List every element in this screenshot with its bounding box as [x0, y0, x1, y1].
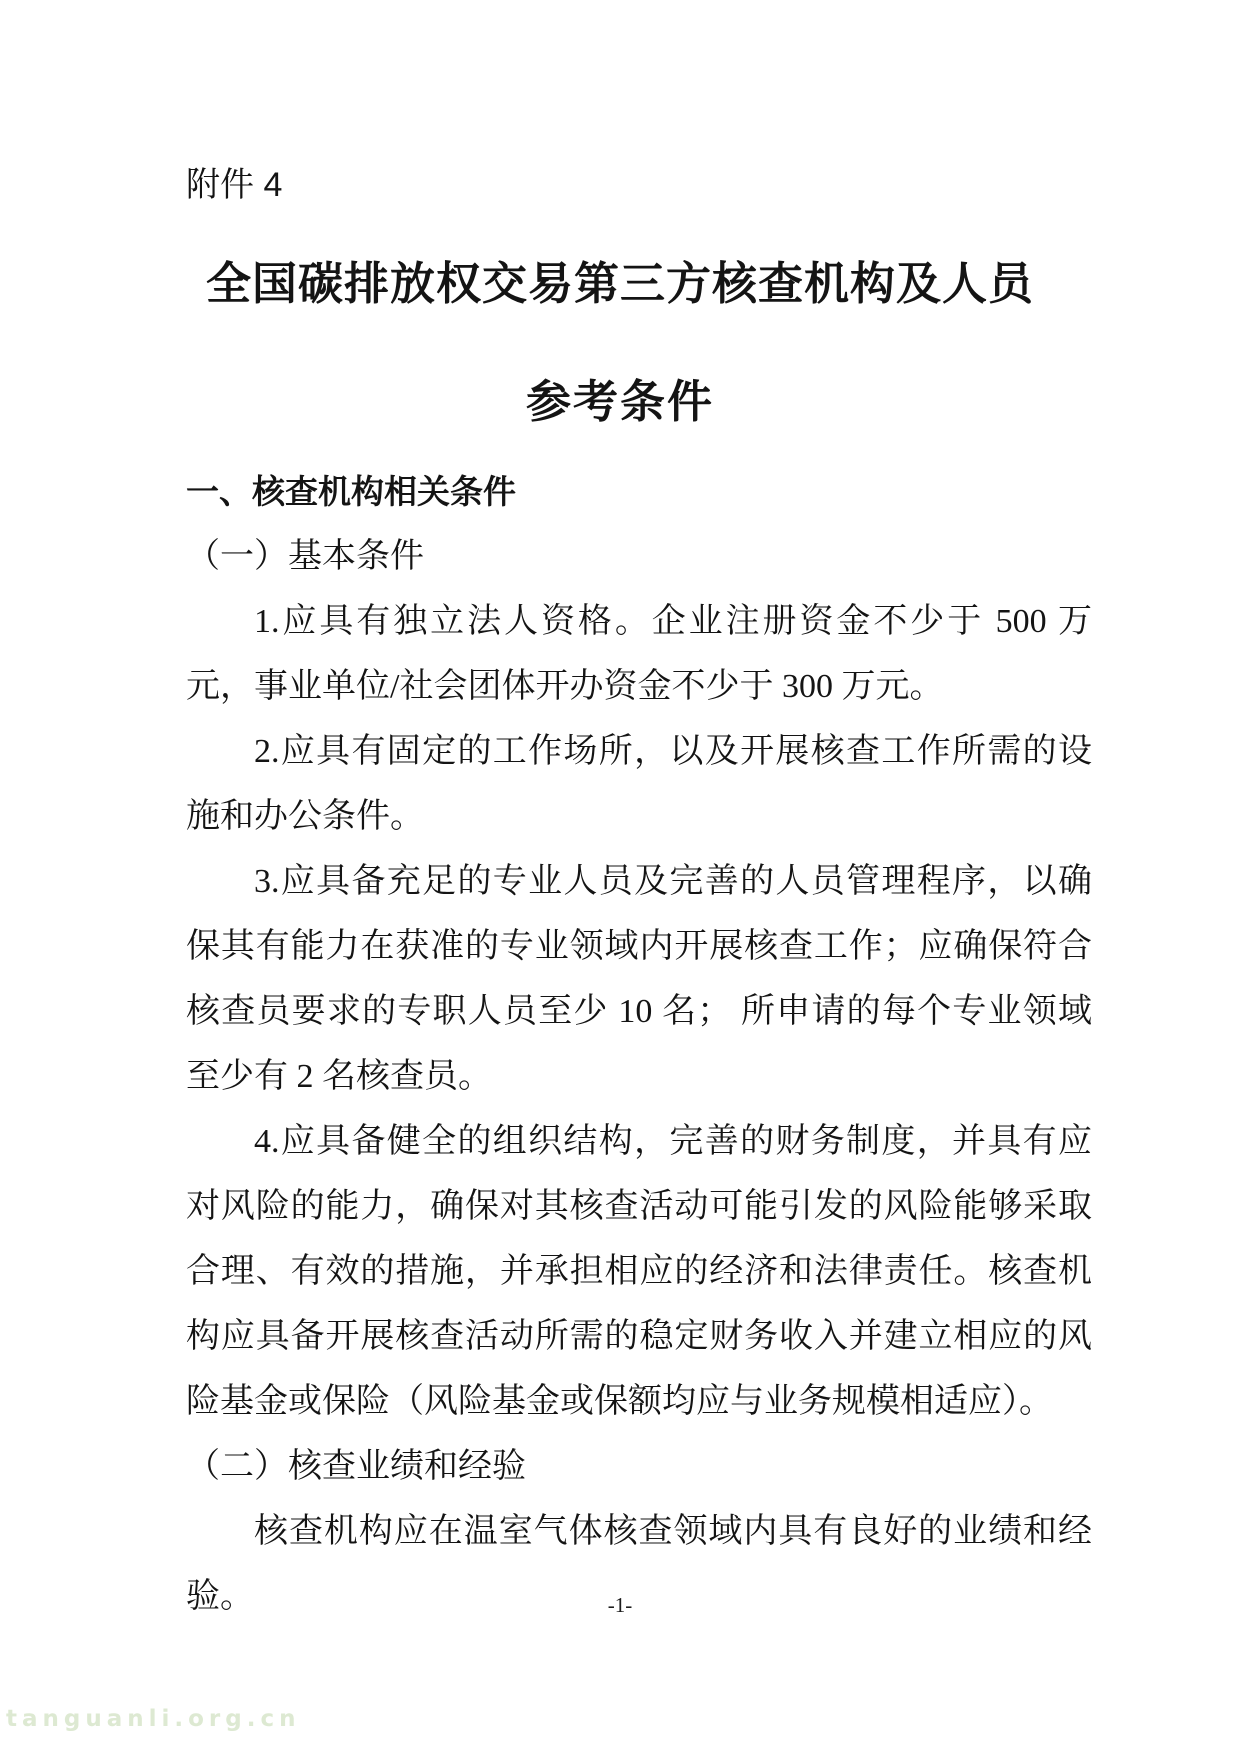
paragraph-4: 4.应具备健全的组织结构，完善的财务制度，并具有应对风险的能力，确保对其核查活动可能引发的风险能够采取合理、有效的措施，并承担相应的经济和法律责任。核查机构应具备开展核查活动所需的稳定财务收入并建立相应的风险基金或保险（风险基金或保额均应与业务规模相适应）。 [186, 1123, 1092, 1420]
watermark-text: tanguanli.org.cn [6, 1706, 301, 1732]
paragraph-2: 2.应具有固定的工作场所，以及开展核查工作所需的设施和办公条件。 [186, 733, 1092, 835]
page-number: -1- [607, 1593, 633, 1617]
document-title-line1: 全国碳排放权交易第三方核查机构及人员 [205, 258, 1034, 309]
attachment-label: 附件 4 [186, 166, 283, 204]
document-body [186, 459, 1092, 1629]
section-heading-1: 一、核查机构相关条件 [186, 473, 516, 510]
document-title-line2: 参考条件 [525, 376, 714, 427]
paragraph-1: 1.应具有独立法人资格。企业注册资金不少于 500 万元，事业单位/社会团体开办资金不少于 300 万元。 [186, 603, 1092, 705]
paragraph-3: 3.应具备充足的专业人员及完善的人员管理程序，以确保其有能力在获准的专业领域内开展核查工作；应确保符合核查员要求的专职人员至少 10 名； 所申请的每个专业领域至少有 2 名核查员。 [186, 863, 1092, 1095]
paragraph-5: 核查机构应在温室气体核查领域内具有良好的业绩和经验。 [186, 1513, 1092, 1615]
subsection-heading-2: （二）核查业绩和经验 [186, 1448, 526, 1485]
subsection-heading-1: （一）基本条件 [186, 538, 424, 575]
